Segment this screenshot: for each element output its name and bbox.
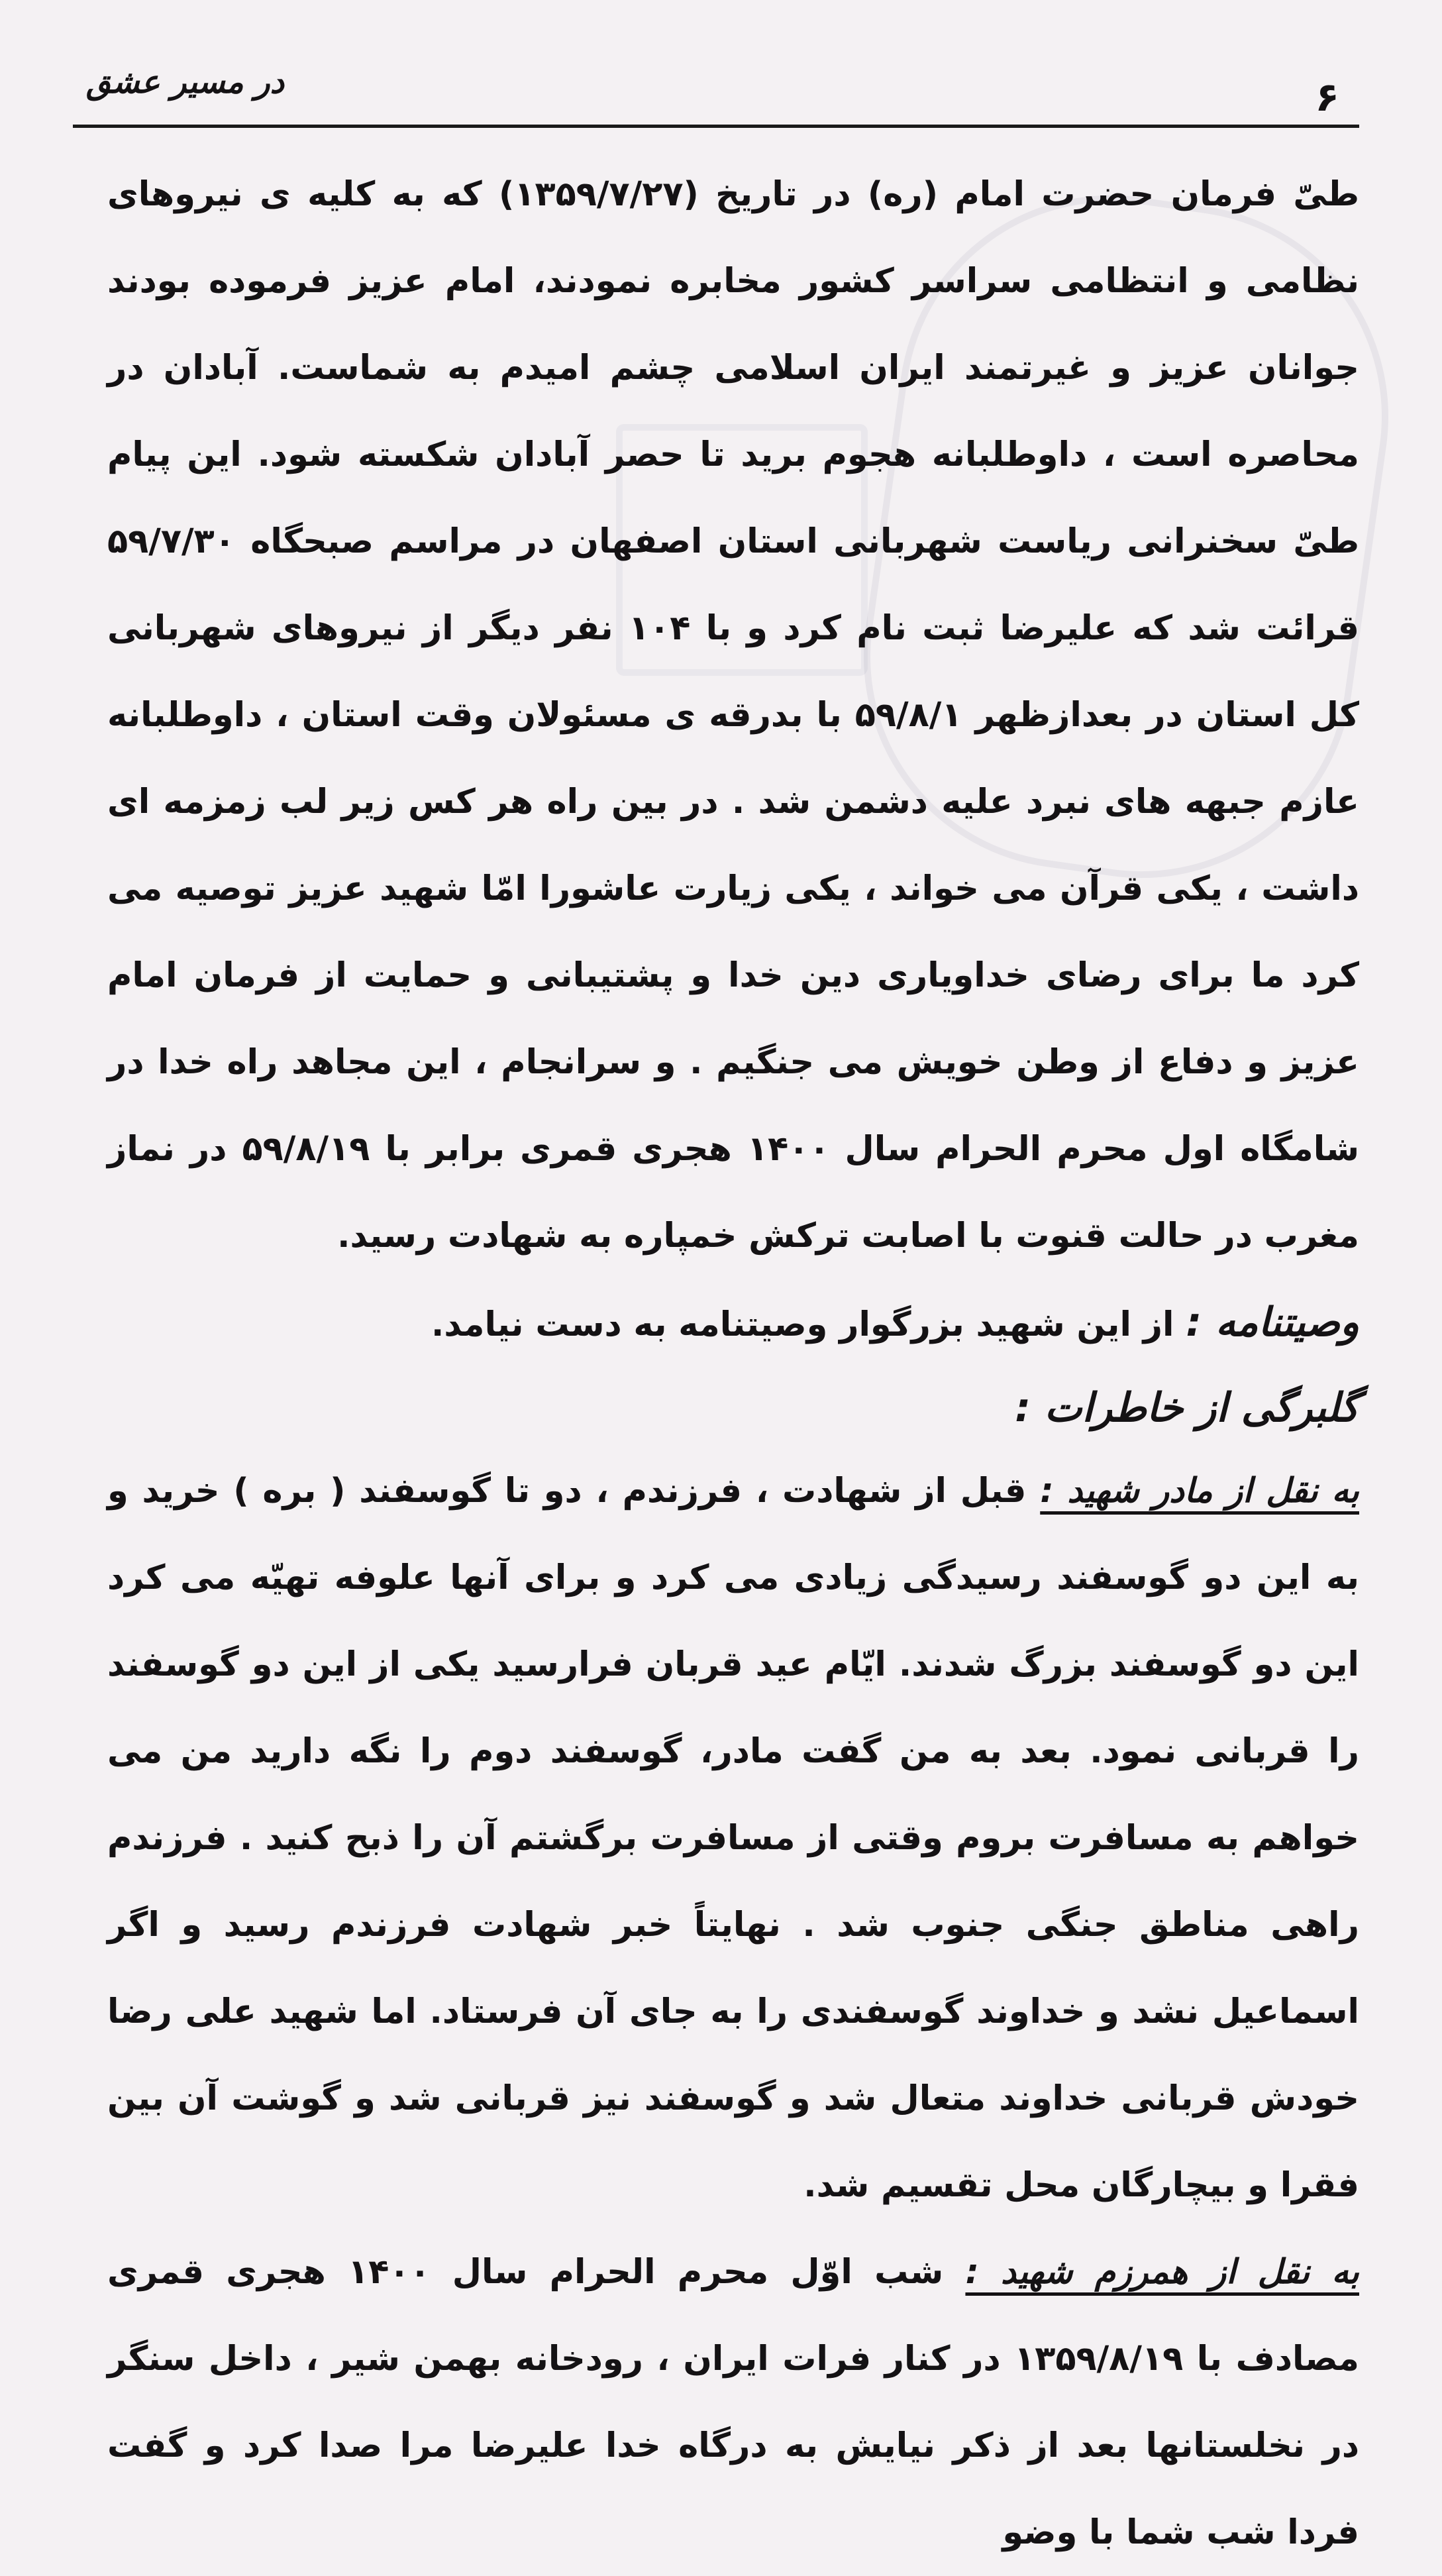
page-number: ۶ xyxy=(1315,74,1339,121)
running-title: در مسیر عشق xyxy=(86,64,284,101)
comrade-quote-paragraph xyxy=(107,2229,1359,2576)
main-paragraph: طیّ فرمان حضرت امام (ره) در تاریخ (۱۳۵۹/۷/۲۷) که به کلیه ی نیروهای نظامی و انتظامی سراسر کشور مخابره نمودند، امام عزیز فرموده بودند جوانان عزیز و غیرتمند ایران اسلامی چشم امیدم به شماست. آبادان در محاصره است ، داوطلبانه هجوم برید تا حصر آبادان شکسته شود. این پیام طیّ سخنرانی ریاست شهربانی استان اصفهان در مراسم صبحگاه ۵۹/۷/۳۰ قرائت شد که علیرضا ثبت نام کرد و با ۱۰۴ نفر دیگر از نیروهای شهربانی کل استان در بعدازظهر ۵۹/۸/۱ با بدرقه ی مسئولان وقت استان ، داوطلبانه عازم جبهه های نبرد علیه دشمن شد . در بین راه هر کس زیر لب زمزمه ای داشت ، یکی قرآن می خواند ، یکی زیارت عاشورا امّا شهید عزیز توصیه می کرد ما برای رضای خداویاری دین خدا و پشتیبانی و حمایت از فرمان امام عزیز و دفاع از وطن خویش می جنگیم . و سرانجام ، این مجاهد راه خدا در شامگاه اول محرم الحرام سال ۱۴۰۰ هجری قمری برابر با ۵۹/۸/۱۹ در نماز مغرب در حالت قنوت با اصابت ترکش خمپاره به شهادت رسید. xyxy=(107,175,1359,1256)
page-header xyxy=(73,52,1359,128)
comrade-quote-text: شب اوّل محرم الحرام سال ۱۴۰۰ هجری قمری مصادف با ۱۳۵۹/۸/۱۹ در کنار فرات ایران ، رودخانه بهمن شیر ، داخل سنگر در نخلستانها بعد از ذکر نیایش به درگاه خدا علیرضا مرا صدا کرد و گفت فردا شب شما با وضو xyxy=(107,2253,1359,2552)
memories-heading: گلبرگی از خاطرات : xyxy=(1015,1385,1359,1431)
will-text: از این شهید بزرگوار وصیتنامه به دست نیامد. xyxy=(431,1305,1186,1344)
mother-quote-paragraph xyxy=(107,1448,1359,2229)
will-paragraph xyxy=(107,1279,1359,1368)
page-body xyxy=(107,151,1359,2576)
mother-quote-label: به نقل از مادر شهید : xyxy=(1040,1472,1359,1511)
comrade-quote-label: به نقل از همرزم شهید : xyxy=(965,2253,1359,2292)
will-label: وصیتنامه : xyxy=(1186,1299,1359,1346)
mother-quote-text: قبل از شهادت ، فرزندم ، دو تا گوسفند ( بره ) خرید و به این دو گوسفند رسیدگی زیادی می کرد و برای آنها علوفه تهیّه می کرد این دو گوسفند بزرگ شدند. ایّام عید قربان فرارسید یکی از این دو گوسفند را قربانی نمود. بعد به من گفت مادر، گوسفند دوم را نگه دارید من می خواهم به مسافرت بروم وقتی از مسافرت برگشتم آن را ذبح کنید . فرزندم راهی مناطق جنگی جنوب شد . نهایتاً خبر شهادت فرزندم رسید و اگر اسماعیل نشد و خداوند گوسفندی را به جای آن فرستاد. اما شهید علی رضا خودش قربانی خداوند متعال شد و گوسفند نیز قربانی شد و گوشت آن بین فقرا و بیچارگان محل تقسیم شد. xyxy=(107,1472,1359,2205)
